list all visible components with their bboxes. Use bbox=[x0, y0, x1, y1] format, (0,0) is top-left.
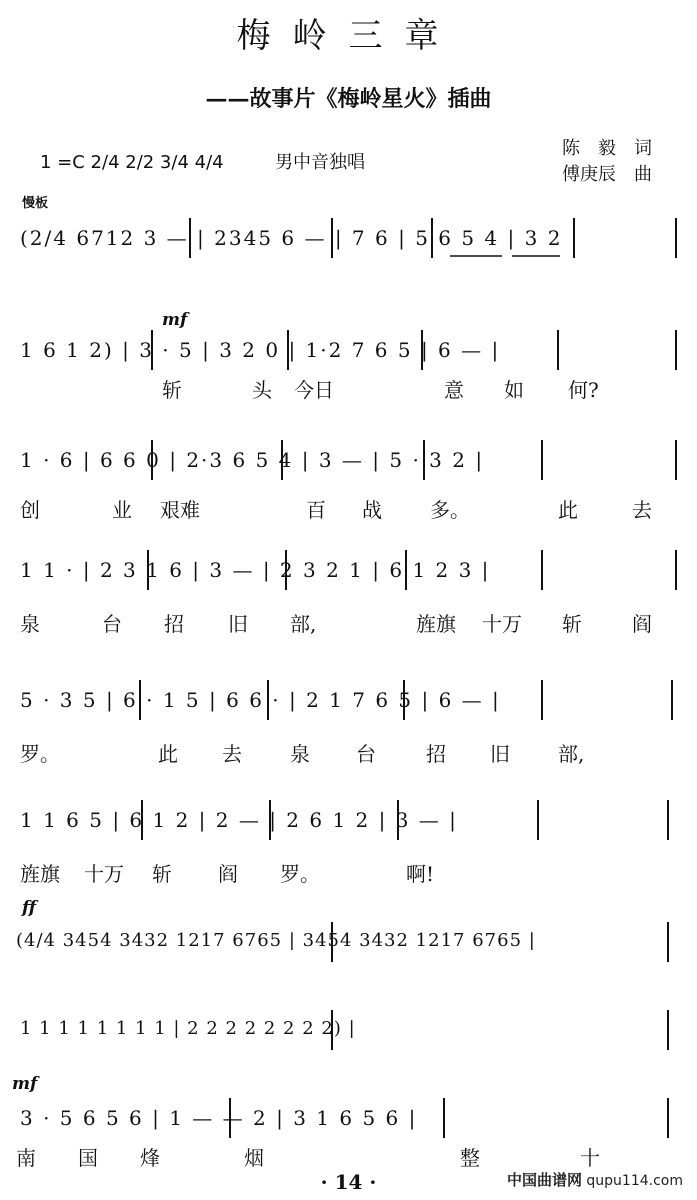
song-subtitle: ——故事片《梅岭星火》插曲 bbox=[205, 86, 492, 112]
score-system-3 bbox=[12, 440, 684, 530]
lyric-syllable: 何? bbox=[568, 378, 599, 402]
notation-line bbox=[12, 800, 684, 840]
lyric-syllable: 业 bbox=[112, 498, 132, 522]
lyric-syllable: 斩 bbox=[152, 862, 172, 886]
dynamic-mark: mf bbox=[12, 1074, 38, 1094]
lyric-syllable: 整 bbox=[460, 1146, 480, 1170]
lyric-syllable: 泉 bbox=[20, 612, 40, 636]
lyric-line bbox=[12, 494, 684, 522]
tempo-marking: 慢板 bbox=[22, 196, 49, 211]
lyric-syllable: 国 bbox=[78, 1146, 98, 1170]
lyric-syllable: 旧 bbox=[490, 742, 510, 766]
lyric-syllable: 南 bbox=[16, 1146, 36, 1170]
lyric-syllable: 罗。 bbox=[280, 862, 320, 886]
lyric-syllable: 烟 bbox=[244, 1146, 264, 1170]
watermark-brand: 中国曲谱网 bbox=[506, 1171, 582, 1189]
lyric-line bbox=[12, 738, 684, 766]
notation-text: 1 1 · | 2 3 1 6 | 3 — | 2 3 2 1 | 6 1 2 3 | bbox=[20, 558, 491, 582]
notation-text: 1 1 1 1 1 1 1 1 | 2 2 2 2 2 2 2 2) | bbox=[20, 1018, 356, 1039]
lyric-syllable: 战 bbox=[362, 498, 382, 522]
notation-text: 1 1 6 5 | 6 1 2 | 2 — | 2 6 1 2 | 3 — | bbox=[20, 808, 458, 832]
lyric-syllable: 旧 bbox=[228, 612, 248, 636]
score-system-6 bbox=[12, 800, 684, 890]
lyric-syllable: 啊! bbox=[406, 862, 435, 886]
lyric-syllable: 斩 bbox=[162, 378, 182, 402]
lyric-line bbox=[12, 858, 684, 886]
lyric-syllable: 艰难 bbox=[160, 498, 200, 522]
notation-line bbox=[12, 680, 684, 720]
lyric-syllable: 斩 bbox=[562, 612, 582, 636]
lyric-syllable: 今日 bbox=[294, 378, 334, 402]
lyric-syllable: 创 bbox=[20, 498, 40, 522]
lyric-syllable: 部, bbox=[558, 742, 585, 766]
score-system-5 bbox=[12, 680, 684, 770]
notation-text: 1 6 1 2) | 3 · 5 | 3 2 0 | 1·2 7 6 5 | 6 — | bbox=[20, 338, 501, 362]
notation-line bbox=[12, 218, 684, 258]
notation-text: (4/4 3454 3432 1217 6765 | 3454 3432 1217 6765 | bbox=[16, 930, 536, 951]
notation-text: 5 · 3 5 | 6 · 1 5 | 6 6 · | 2 1 7 6 5 | 6 — | bbox=[20, 688, 501, 712]
watermark-url: qupu114.com bbox=[586, 1173, 683, 1189]
notation-text: 3 · 5 6 5 6 | 1 — — 2 | 3 1 6 5 6 | bbox=[20, 1106, 418, 1130]
lyric-syllable: 此 bbox=[158, 742, 178, 766]
notation-line bbox=[12, 550, 684, 590]
notation-line bbox=[12, 440, 684, 480]
score-system-7 bbox=[12, 898, 684, 968]
site-watermark bbox=[507, 1169, 683, 1190]
lyric-syllable: 部, bbox=[290, 612, 317, 636]
notation-text: (2/4 6712 3 — | 2345 6 — | 7 6 | 5 6 5 4 | 3 2 | bbox=[20, 226, 580, 250]
song-title: 梅岭三章 bbox=[236, 16, 461, 56]
score-system-9 bbox=[12, 1074, 684, 1170]
lyric-syllable: 招 bbox=[426, 742, 446, 766]
score-system-8 bbox=[12, 1010, 684, 1060]
lyric-syllable: 旌旗 bbox=[416, 612, 456, 636]
lyric-syllable: 招 bbox=[164, 612, 184, 636]
lyric-syllable: 头 bbox=[252, 378, 272, 402]
lyric-syllable: 泉 bbox=[290, 742, 310, 766]
composer-credit: 傅庚辰 曲 bbox=[562, 164, 652, 185]
lyric-syllable: 旌旗 bbox=[20, 862, 60, 886]
lyric-line bbox=[12, 608, 684, 636]
lyric-syllable: 去 bbox=[632, 498, 652, 522]
lyric-line bbox=[12, 374, 684, 402]
key-meter-info bbox=[40, 148, 365, 174]
lyric-syllable: 如 bbox=[504, 378, 524, 402]
lyric-syllable: 去 bbox=[222, 742, 242, 766]
notation-line bbox=[12, 1010, 684, 1050]
score-system-2 bbox=[12, 310, 684, 400]
score-system-1 bbox=[12, 218, 684, 268]
lyric-syllable: 阎 bbox=[218, 862, 238, 886]
lyric-syllable: 百 bbox=[306, 498, 326, 522]
lyric-syllable: 罗。 bbox=[20, 742, 60, 766]
lyric-syllable: 阎 bbox=[632, 612, 652, 636]
page-number: · 14 · bbox=[320, 1170, 377, 1194]
notation-line bbox=[12, 922, 684, 962]
lyric-syllable: 十万 bbox=[482, 612, 522, 636]
lyric-syllable: 台 bbox=[102, 612, 122, 636]
lyric-syllable: 十万 bbox=[84, 862, 124, 886]
lyric-syllable: 台 bbox=[356, 742, 376, 766]
dynamic-mark: mf bbox=[162, 310, 188, 330]
score-system-4 bbox=[12, 550, 684, 640]
dynamic-mark: ff bbox=[22, 898, 37, 918]
notation-line bbox=[12, 1098, 684, 1138]
notation-line bbox=[12, 330, 684, 370]
voice-type: 男中音独唱 bbox=[275, 152, 366, 173]
lyric-syllable: 烽 bbox=[140, 1146, 160, 1170]
lyric-syllable: 此 bbox=[558, 498, 578, 522]
notation-text: 1 · 6 | 6 6 0 | 2·3 6 5 4 | 3 — | 5 · 3 2 | bbox=[20, 448, 485, 472]
lyric-syllable: 多。 bbox=[430, 498, 470, 522]
key-meter: 1 =C 2/4 2/2 3/4 4/4 bbox=[40, 152, 224, 173]
lyricist-credit: 陈 毅 词 bbox=[562, 138, 652, 159]
lyric-syllable: 意 bbox=[444, 378, 464, 402]
lyric-syllable: 十 bbox=[580, 1146, 600, 1170]
lyric-line bbox=[12, 1142, 684, 1170]
